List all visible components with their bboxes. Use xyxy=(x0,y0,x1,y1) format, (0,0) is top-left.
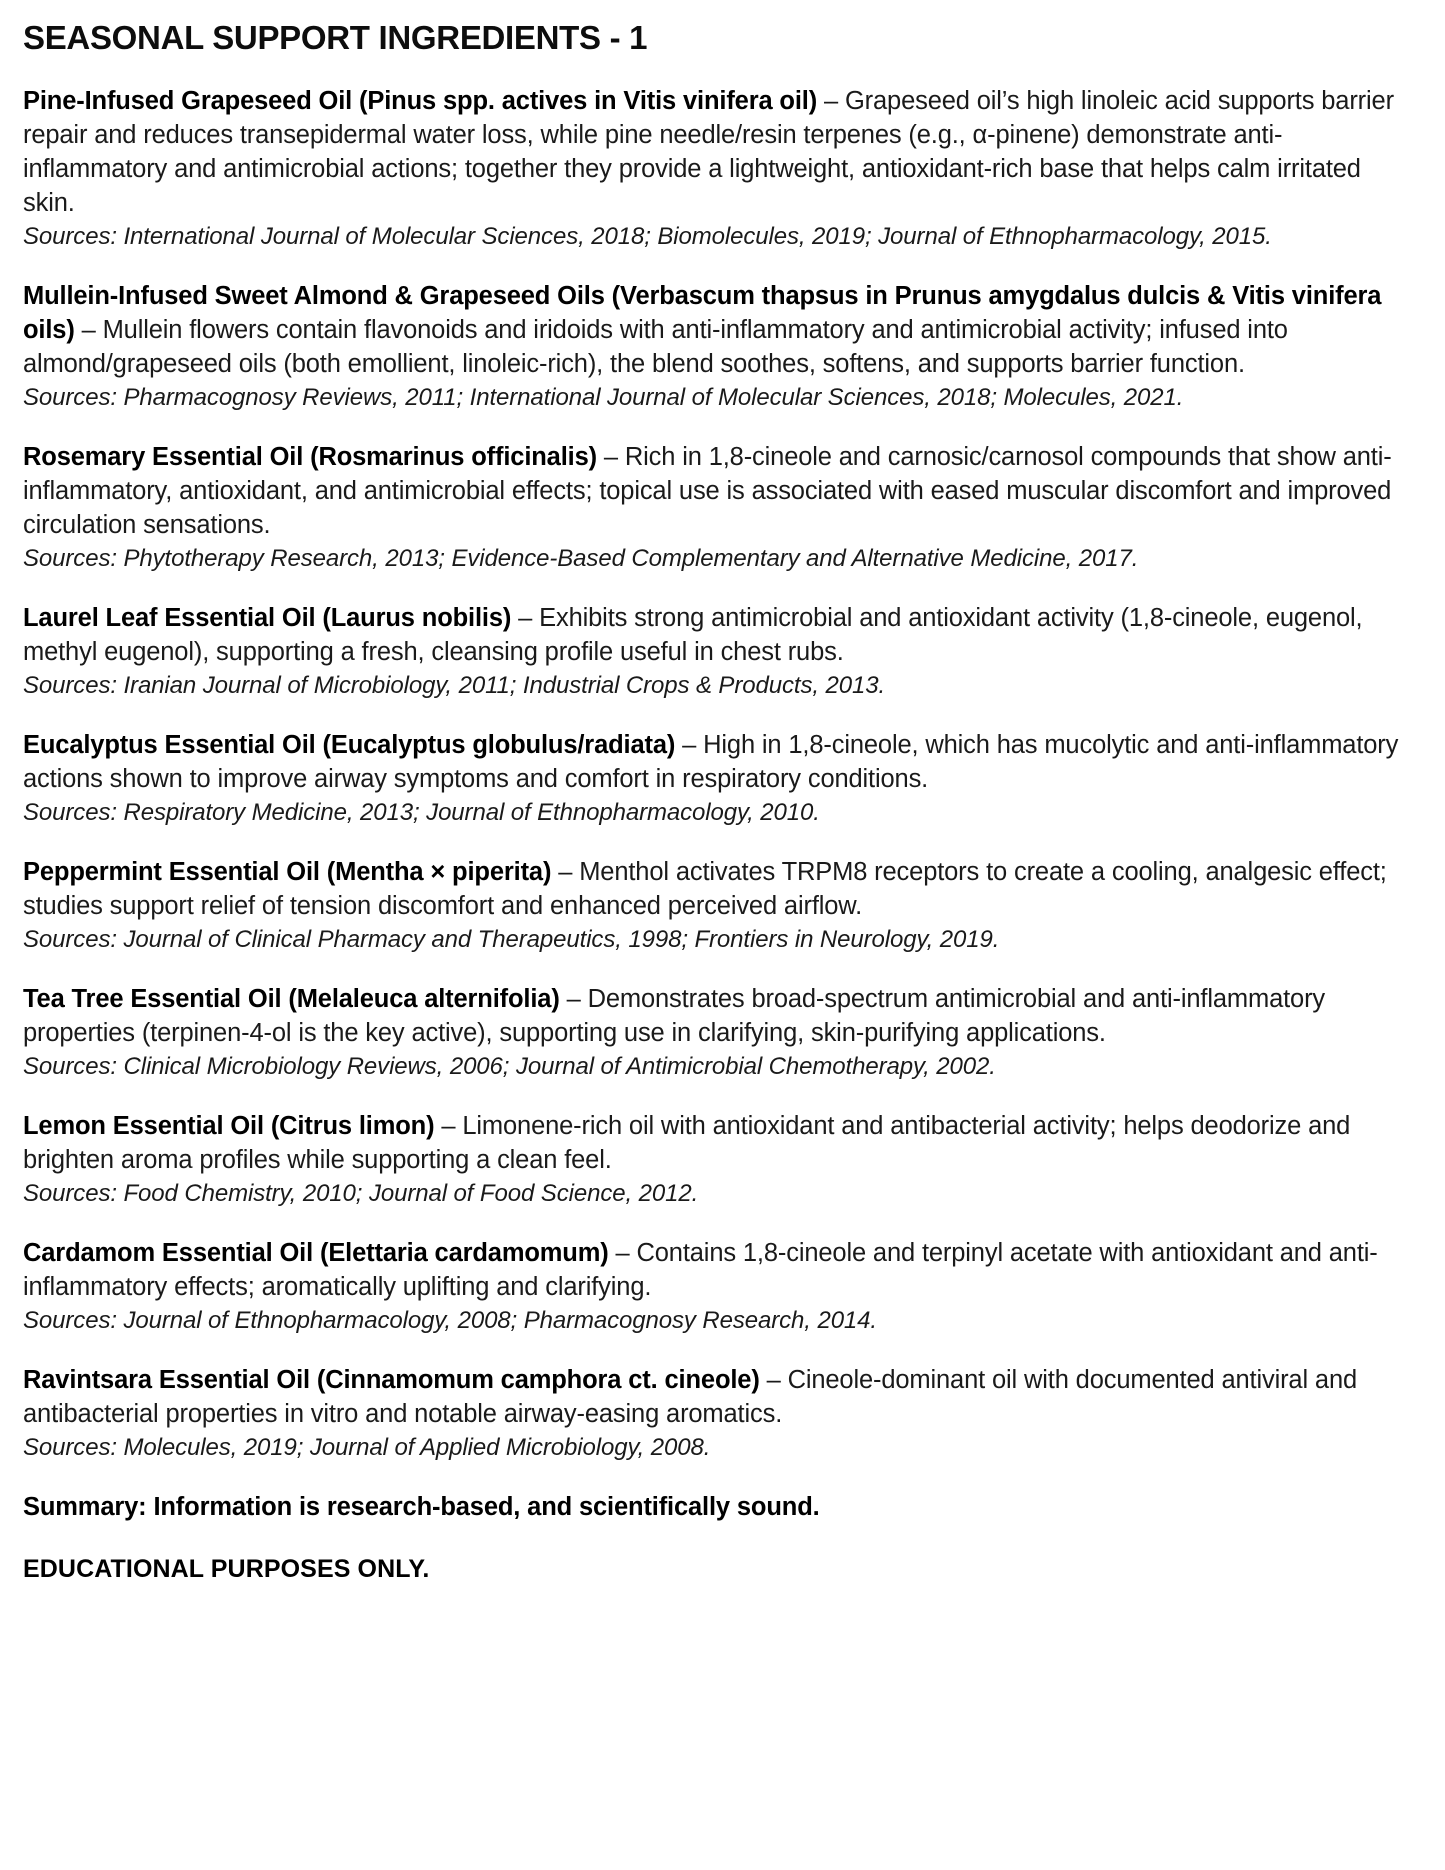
ingredient-text xyxy=(23,728,1415,796)
ingredient-description: – Exhibits strong antimicrobial and antioxidant activity (1,8-cineole, eugenol, methyl eugenol), supporting a fresh, cleansing profile useful in chest rubs. xyxy=(23,604,1363,667)
ingredient-entry xyxy=(23,84,1415,254)
ingredient-text xyxy=(23,855,1415,923)
ingredient-description: – Menthol activates TRPM8 receptors to create a cooling, analgesic effect; studies support relief of tension discomfort and enhanced perceived airflow. xyxy=(23,858,1387,921)
ingredient-description: – Grapeseed oil’s high linoleic acid supports barrier repair and reduces transepidermal water loss, while pine needle/resin terpenes (e.g., α-pinene) demonstrate anti-inflammatory and antimicrobial actions; together they provide a lightweight, antioxidant-rich base that helps calm irritated skin. xyxy=(23,87,1394,218)
ingredient-entry xyxy=(23,1109,1415,1211)
ingredient-description: – Rich in 1,8-cineole and carnosic/carnosol compounds that show anti-inflammatory, antioxidant, and antimicrobial effects; topical use is associated with eased muscular discomfort and improved circulation sensations. xyxy=(23,443,1392,540)
ingredient-name: Rosemary Essential Oil (Rosmarinus officinalis) xyxy=(23,443,597,472)
page-title: SEASONAL SUPPORT INGREDIENTS - 1 xyxy=(23,19,648,56)
educational-disclaimer: EDUCATIONAL PURPOSES ONLY. xyxy=(23,1555,430,1584)
ingredient-sources: Sources: Molecules, 2019; Journal of Applied Microbiology, 2008. xyxy=(23,1434,711,1462)
ingredient-sources: Sources: Journal of Ethnopharmacology, 2008; Pharmacognosy Research, 2014. xyxy=(23,1307,877,1335)
ingredient-description: – Demonstrates broad-spectrum antimicrobial and anti-inflammatory properties (terpinen-4-ol is the key active), supporting use in clarifying, skin-purifying applications. xyxy=(23,985,1326,1048)
ingredient-sources: Sources: Respiratory Medicine, 2013; Journal of Ethnopharmacology, 2010. xyxy=(23,799,820,827)
ingredient-entry xyxy=(23,279,1415,415)
ingredient-text xyxy=(23,440,1415,542)
ingredient-description: – Limonene-rich oil with antioxidant and antibacterial activity; helps deodorize and brighten aroma profiles while supporting a clean feel. xyxy=(23,1112,1351,1175)
ingredient-description: – High in 1,8-cineole, which has mucolytic and anti-inflammatory actions shown to improve airway symptoms and comfort in respiratory conditions. xyxy=(23,731,1399,794)
ingredient-sources: Sources: Food Chemistry, 2010; Journal of Food Science, 2012. xyxy=(23,1180,699,1208)
ingredient-sources: Sources: Clinical Microbiology Reviews, 2006; Journal of Antimicrobial Chemotherapy, 2002. xyxy=(23,1053,996,1081)
ingredient-text xyxy=(23,1363,1415,1431)
ingredient-name: Lemon Essential Oil (Citrus limon) xyxy=(23,1112,435,1141)
ingredient-text xyxy=(23,1109,1415,1177)
ingredient-sources: Sources: Phytotherapy Research, 2013; Evidence-Based Complementary and Alternative Medicine, 2017. xyxy=(23,545,1139,573)
ingredient-name: Peppermint Essential Oil (Mentha × piperita) xyxy=(23,858,552,887)
ingredient-entry xyxy=(23,440,1415,576)
ingredient-entry xyxy=(23,601,1415,703)
ingredient-entry xyxy=(23,1236,1415,1338)
ingredient-description: – Contains 1,8-cineole and terpinyl acetate with antioxidant and anti-inflammatory effects; aromatically uplifting and clarifying. xyxy=(23,1239,1378,1302)
ingredient-entry xyxy=(23,855,1415,957)
ingredient-name: Cardamom Essential Oil (Elettaria cardamomum) xyxy=(23,1239,609,1268)
ingredient-name: Tea Tree Essential Oil (Melaleuca alternifolia) xyxy=(23,985,560,1014)
ingredient-name: Pine-Infused Grapeseed Oil (Pinus spp. actives in Vitis vinifera oil) xyxy=(23,87,818,116)
ingredient-text xyxy=(23,279,1415,381)
ingredient-list xyxy=(23,84,1415,1465)
ingredient-entry xyxy=(23,1363,1415,1465)
ingredient-text xyxy=(23,982,1415,1050)
ingredient-entry xyxy=(23,982,1415,1084)
ingredient-sources: Sources: International Journal of Molecular Sciences, 2018; Biomolecules, 2019; Journal of Ethnopharmacology, 2015. xyxy=(23,223,1272,251)
summary-statement: Summary: Information is research-based, and scientifically sound. xyxy=(23,1493,820,1522)
ingredient-sources: Sources: Journal of Clinical Pharmacy and Therapeutics, 1998; Frontiers in Neurology, 2019. xyxy=(23,926,1000,954)
ingredient-entry xyxy=(23,728,1415,830)
ingredient-name: Ravintsara Essential Oil (Cinnamomum camphora ct. cineole) xyxy=(23,1366,760,1395)
ingredient-sources: Sources: Iranian Journal of Microbiology, 2011; Industrial Crops & Products, 2013. xyxy=(23,672,886,700)
ingredient-description: – Mullein flowers contain flavonoids and iridoids with anti-inflammatory and antimicrobial activity; infused into almond/grapeseed oils (both emollient, linoleic-rich), the blend soothes, softens, and supports barrier function. xyxy=(23,316,1288,379)
ingredient-text xyxy=(23,601,1415,669)
ingredient-text xyxy=(23,1236,1415,1304)
ingredient-name: Laurel Leaf Essential Oil (Laurus nobilis) xyxy=(23,604,512,633)
ingredient-description: – Cineole-dominant oil with documented antiviral and antibacterial properties in vitro and notable airway-easing aromatics. xyxy=(23,1366,1358,1429)
ingredient-name: Mullein-Infused Sweet Almond & Grapeseed Oils (Verbascum thapsus in Prunus amygdalus dulcis & Vitis vinifera oils) xyxy=(23,282,1382,345)
ingredient-sources: Sources: Pharmacognosy Reviews, 2011; International Journal of Molecular Sciences, 2018; Molecules, 2021. xyxy=(23,384,1184,412)
ingredient-text xyxy=(23,84,1415,220)
ingredient-name: Eucalyptus Essential Oil (Eucalyptus globulus/radiata) xyxy=(23,731,676,760)
